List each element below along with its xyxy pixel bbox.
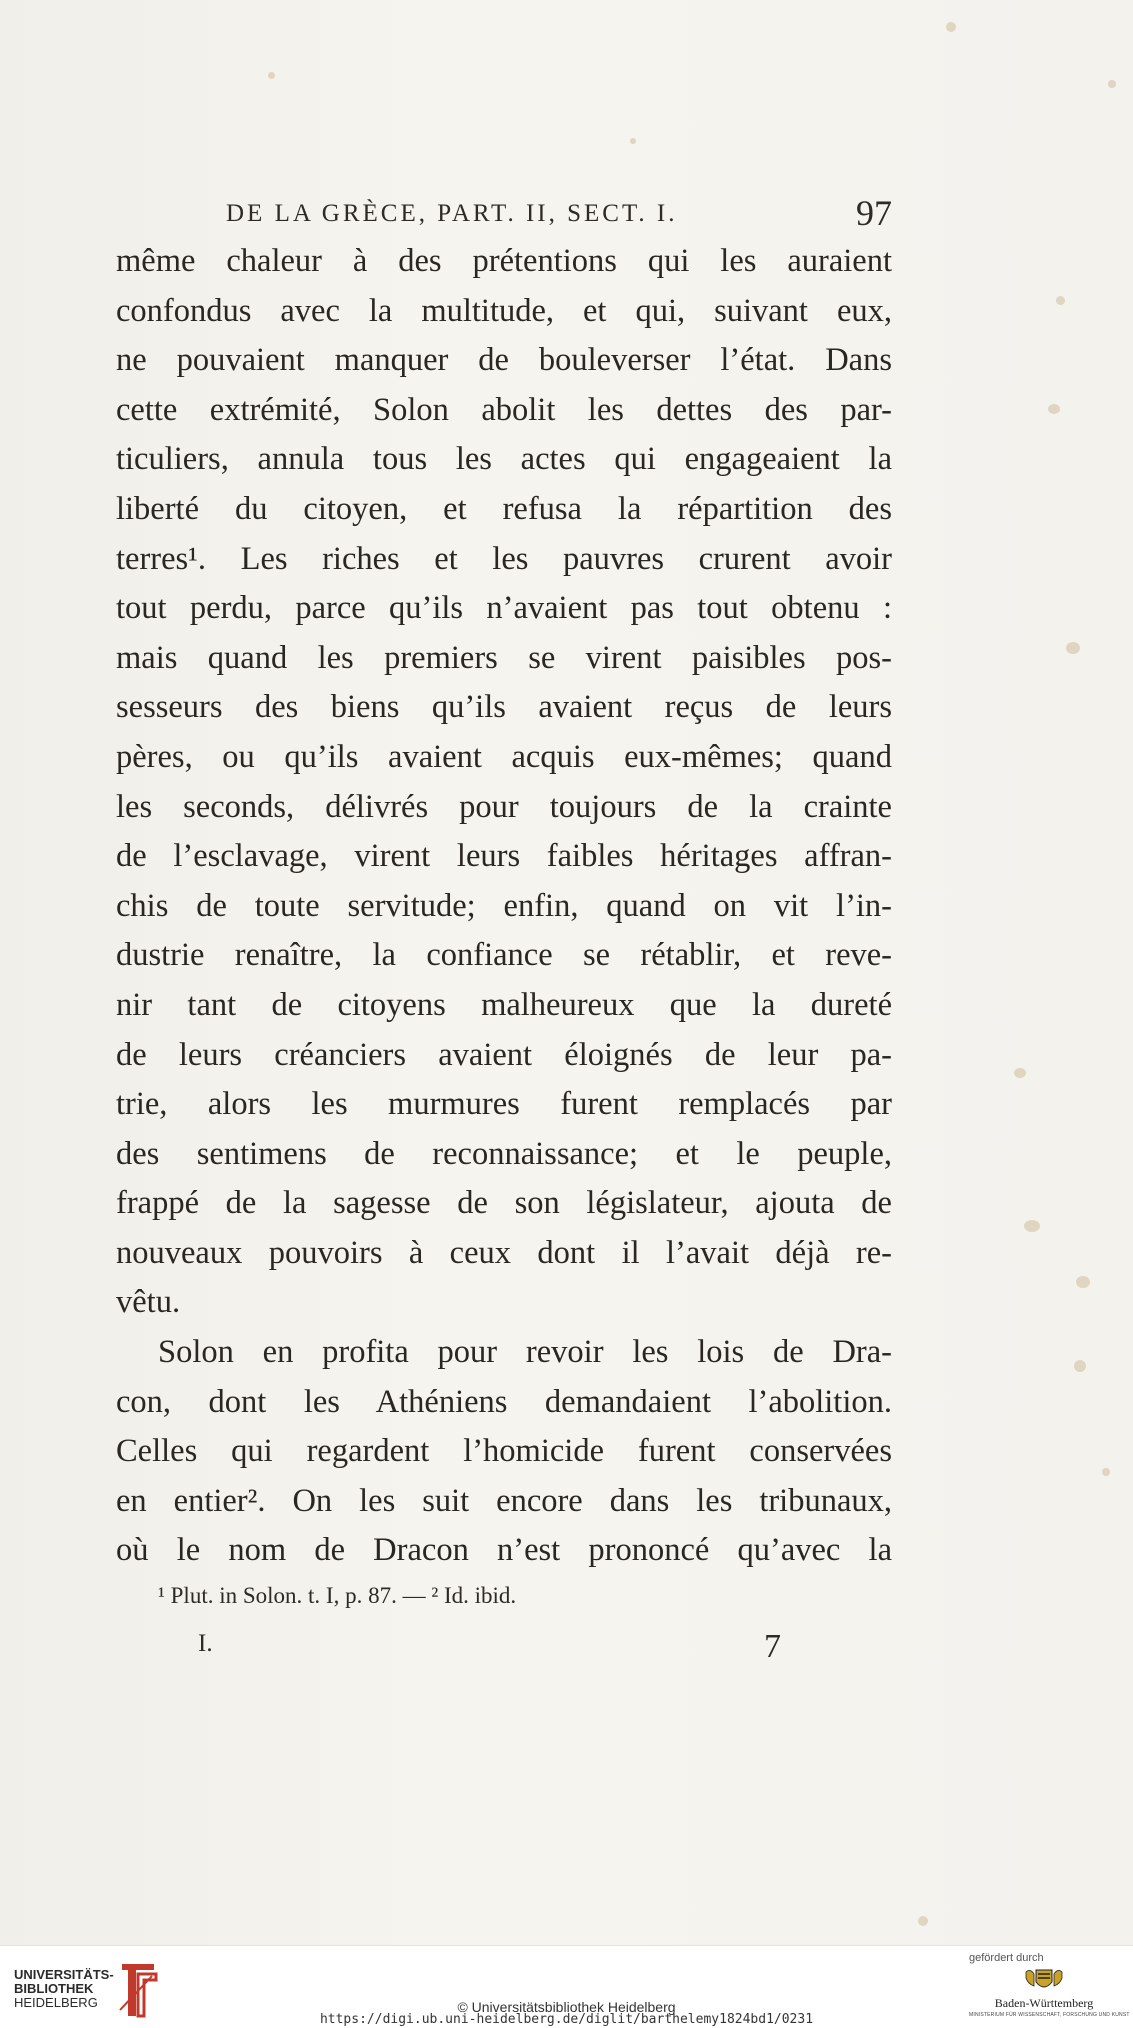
text-line: dustrie renaître, la confiance se rétablir, et reve- [116, 937, 892, 974]
text-line: pères, ou qu’ils avaient acquis eux-mêmes; quand [116, 738, 892, 775]
paper-speck [1024, 1220, 1040, 1232]
library-logo-line: HEIDELBERG [14, 1995, 98, 2010]
paragraph-start-line: Solon en profita pour revoir les lois de Dra- [158, 1334, 892, 1371]
paper-speck [1102, 1468, 1110, 1476]
paper-speck [268, 72, 275, 79]
text-line: mais quand les premiers se virent paisibles pos- [116, 639, 892, 676]
paper-speck [1014, 1068, 1026, 1078]
text-line: même chaleur à des prétentions qui les auraient [116, 243, 892, 279]
footer-bar [0, 1945, 1133, 2028]
signature-number: 7 [764, 1628, 781, 1665]
paper-speck [1066, 642, 1080, 654]
text-line: trie, alors les murmures furent remplacés par [116, 1086, 892, 1123]
text-line: confondus avec la multitude, et qui, suivant eux, [116, 292, 892, 329]
paper-speck [946, 22, 956, 32]
paper-speck [630, 138, 636, 144]
text-line: Celles qui regardent l’homicide furent conservées [116, 1433, 892, 1470]
footnotes: ¹ Plut. in Solon. t. I, p. 87. — ² Id. ibid. [158, 1583, 517, 1608]
paper-speck [918, 1916, 928, 1926]
text-line: chis de toute servitude; enfin, quand on vit l’in- [116, 887, 892, 924]
running-head [116, 193, 892, 240]
paper-speck [1056, 296, 1065, 305]
paper-speck [1076, 1276, 1090, 1288]
text-line: vêtu. [116, 1284, 181, 1321]
body-text [116, 237, 892, 1576]
library-logo-line: UNIVERSITÄTS- [14, 1967, 114, 1982]
page-number: 97 [856, 193, 892, 233]
text-line: en entier². On les suit encore dans les tribunaux, [116, 1482, 892, 1519]
text-line: frappé de la sagesse de son législateur, ajouta de [116, 1185, 892, 1222]
paper-speck [1048, 404, 1060, 414]
text-line: nouveaux pouvoirs à ceux dont il l’avait déjà re- [116, 1234, 892, 1271]
coat-of-arms-icon [1022, 1966, 1066, 1994]
text-line: nir tant de citoyens malheureux que la dureté [116, 986, 892, 1023]
text-line: de leurs créanciers avaient éloignés de leur pa- [116, 1036, 892, 1073]
library-logo-line: BIBLIOTHEK [14, 1981, 94, 1996]
text-line: de l’esclavage, virent leurs faibles héritages affran- [116, 838, 892, 875]
paper-speck [1108, 80, 1116, 88]
text-line: terres¹. Les riches et les pauvres crurent avoir [116, 540, 892, 577]
text-line: con, dont les Athéniens demandaient l’abolition. [116, 1383, 892, 1420]
text-line: cette extrémité, Solon abolit les dettes des par- [116, 391, 892, 428]
running-title: DE LA GRÈCE, PART. II, SECT. I. [226, 200, 678, 227]
copyright-notice: © Universitätsbibliothek Heidelberg [457, 1999, 676, 2015]
text-line: où le nom de Dracon n’est prononcé qu’avec la [116, 1532, 892, 1569]
text-line: ticuliers, annula tous les actes qui engageaient la [116, 441, 892, 478]
text-line: les seconds, délivrés pour toujours de la crainte [116, 788, 892, 825]
sponsor-subtitle: MINISTERIUM FÜR WISSENSCHAFT, FORSCHUNG UND KUNST [969, 2012, 1130, 2018]
text-line: des sentimens de reconnaissance; et le peuple, [116, 1135, 892, 1172]
sponsor-block [969, 1950, 1130, 2026]
text-line: tout perdu, parce qu’ils n’avaient pas tout obtenu : [116, 590, 892, 627]
text-line: liberté du citoyen, et refusa la répartition des [116, 490, 892, 527]
sponsor-name: Baden-Württemberg [994, 1996, 1094, 2010]
paper-speck [1074, 1360, 1086, 1372]
text-line: sesseurs des biens qu’ils avaient reçus de leurs [116, 689, 892, 726]
text-line: ne pouvaient manquer de bouleverser l’état. Dans [116, 342, 892, 379]
permalink-url[interactable]: https://digi.ub.uni-heidelberg.de/diglit/barthelemy1824bd1/0231 [319, 2012, 814, 2027]
signature-mark: I. [198, 1630, 213, 1657]
sponsor-label: gefördert durch [969, 1952, 1044, 1964]
